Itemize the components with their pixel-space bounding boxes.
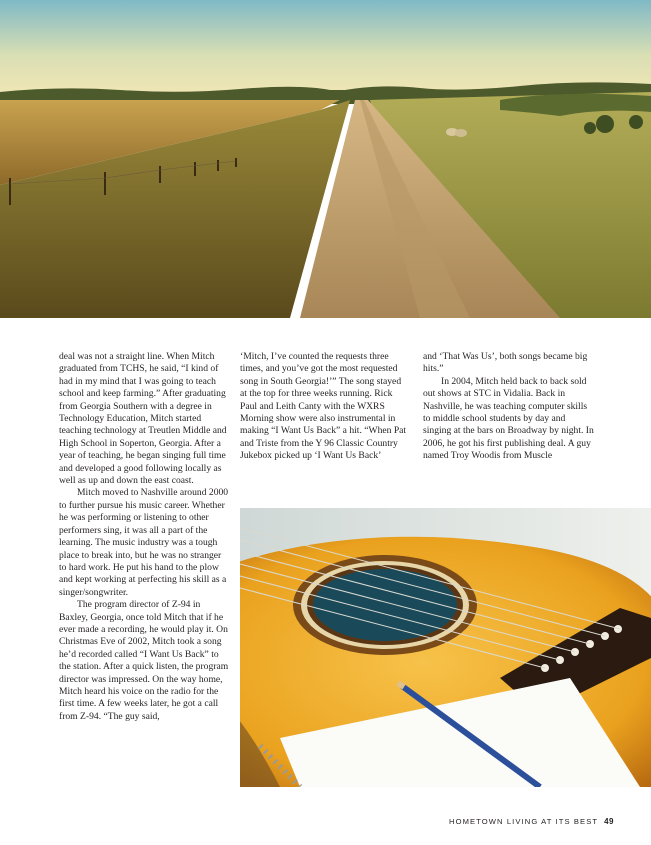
page-number: 49	[604, 817, 614, 826]
page-footer	[449, 817, 614, 826]
hero-photo-country-road	[0, 0, 651, 318]
paragraph: Mitch moved to Nashville around 2000 to further pursue his music career. Whether he was performing or listening to other performers sing, it was all a part of the learning. The music industry was a tough place to break into, but he was no stranger to hard work. He put his hand to the plow and kept working at perfecting his skill as a singer/songwriter.	[59, 487, 229, 598]
guitar-notebook-photo	[240, 508, 651, 787]
paragraph: and ‘That Was Us’, both songs became big hits.”	[423, 351, 588, 375]
paragraph: The program director of Z-94 in Baxley, Georgia, once told Mitch that if he ever made a recording, he would play it. On Christmas Eve of 2002, Mitch took a song he’d recorded called “I Want Us Back” to the station. After a quick listen, the program director was impressed. On the way home, Mitch heard his voice on the radio for the first time. A few weeks later, he got a call from Z-94. “The guy said,	[59, 599, 229, 722]
paragraph: In 2004, Mitch held back to back sold out shows at STC in Vidalia. Back in Nashville, he was teaching computer skills to middle school students by day and singing at the bars on Broadway by night. In 2006, he got his first publishing deal. A guy named Troy Woodis from Muscle	[423, 375, 594, 462]
article-column-3	[423, 351, 595, 463]
article-column-2	[240, 351, 408, 463]
paragraph: ‘Mitch, I’ve counted the requests three times, and you’ve got the most requested song in South Georgia!’” The song stayed at the top for three weeks running. Rick Paul and Leith Canty with the WXRS Morning show were also instrumental in making “I Want Us Back” a hit. “When Pat and Triste from the Y 96 Classic Country Jukebox picked up ‘I Want Us Back’	[240, 351, 407, 462]
paragraph: deal was not a straight line. When Mitch graduated from TCHS, he said, “I kind of had in my mind that I was going to teach school and keep farming.” After graduating from Georgia Southern with a degree in Technology Education, Mitch started teaching technology at Treutlen Middle and High School in Soperton, Georgia. After a year of teaching, he began singing full time and developed a good following locally as well as up and down the east coast.	[59, 351, 227, 487]
magazine-tagline: HOMETOWN LIVING AT ITS BEST	[448, 817, 599, 826]
article-column-1	[59, 351, 231, 723]
